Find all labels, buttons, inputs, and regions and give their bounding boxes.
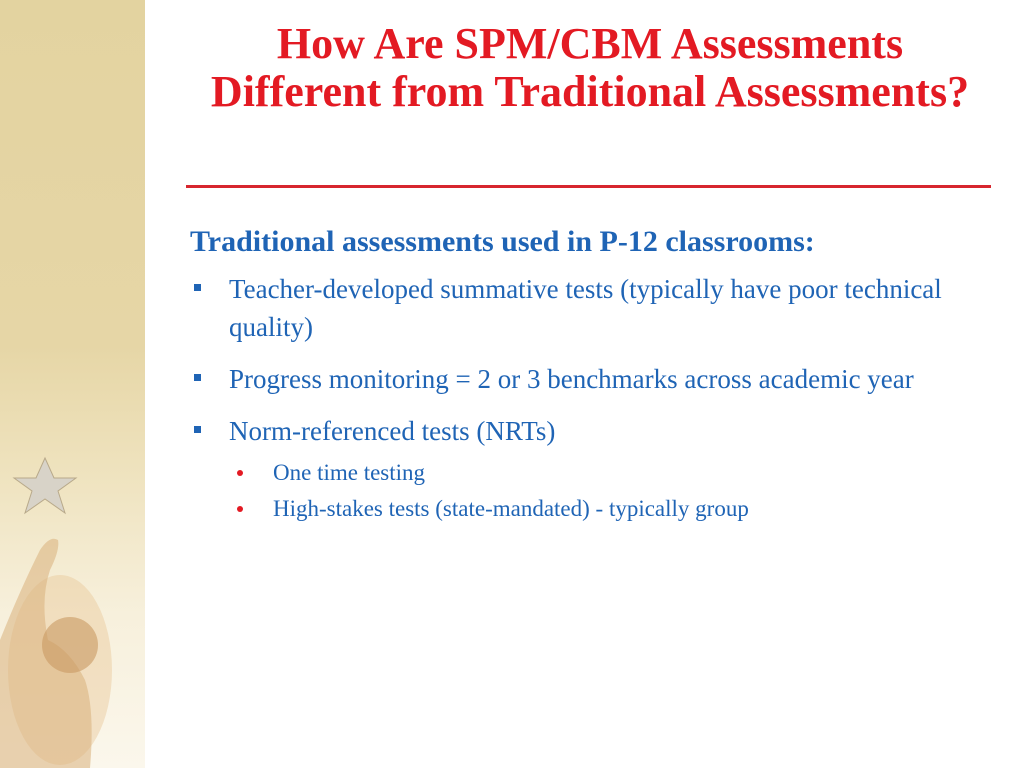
sub-bullet-item (190, 494, 990, 524)
bullet-text: Progress monitoring = 2 or 3 benchmarks across academic year (229, 364, 914, 394)
bullet-item (190, 360, 990, 398)
square-bullet-icon (194, 426, 201, 433)
star-icon (14, 458, 76, 513)
sub-bullet-text: High-stakes tests (state-mandated) - typically group (273, 496, 749, 521)
sub-bullet-item (190, 458, 990, 488)
slide-body (190, 222, 990, 536)
dot-bullet-icon (237, 506, 243, 512)
square-bullet-icon (194, 374, 201, 381)
section-heading: Traditional assessments used in P-12 classrooms: (190, 225, 815, 258)
decorative-sidebar (0, 0, 145, 768)
dot-bullet-icon (237, 470, 243, 476)
bullet-text: Teacher-developed summative tests (typically have poor technical quality) (229, 274, 942, 342)
slide-title: How Are SPM/CBM Assessments Different from Traditional Assessments? (210, 19, 970, 116)
bullet-item (190, 412, 990, 450)
sub-bullet-text: One time testing (273, 460, 426, 485)
square-bullet-icon (194, 284, 201, 291)
star-child-illustration (0, 440, 145, 768)
title-divider (186, 185, 991, 188)
bullet-item (190, 270, 990, 346)
bullet-text: Norm-referenced tests (NRTs) (229, 416, 556, 446)
